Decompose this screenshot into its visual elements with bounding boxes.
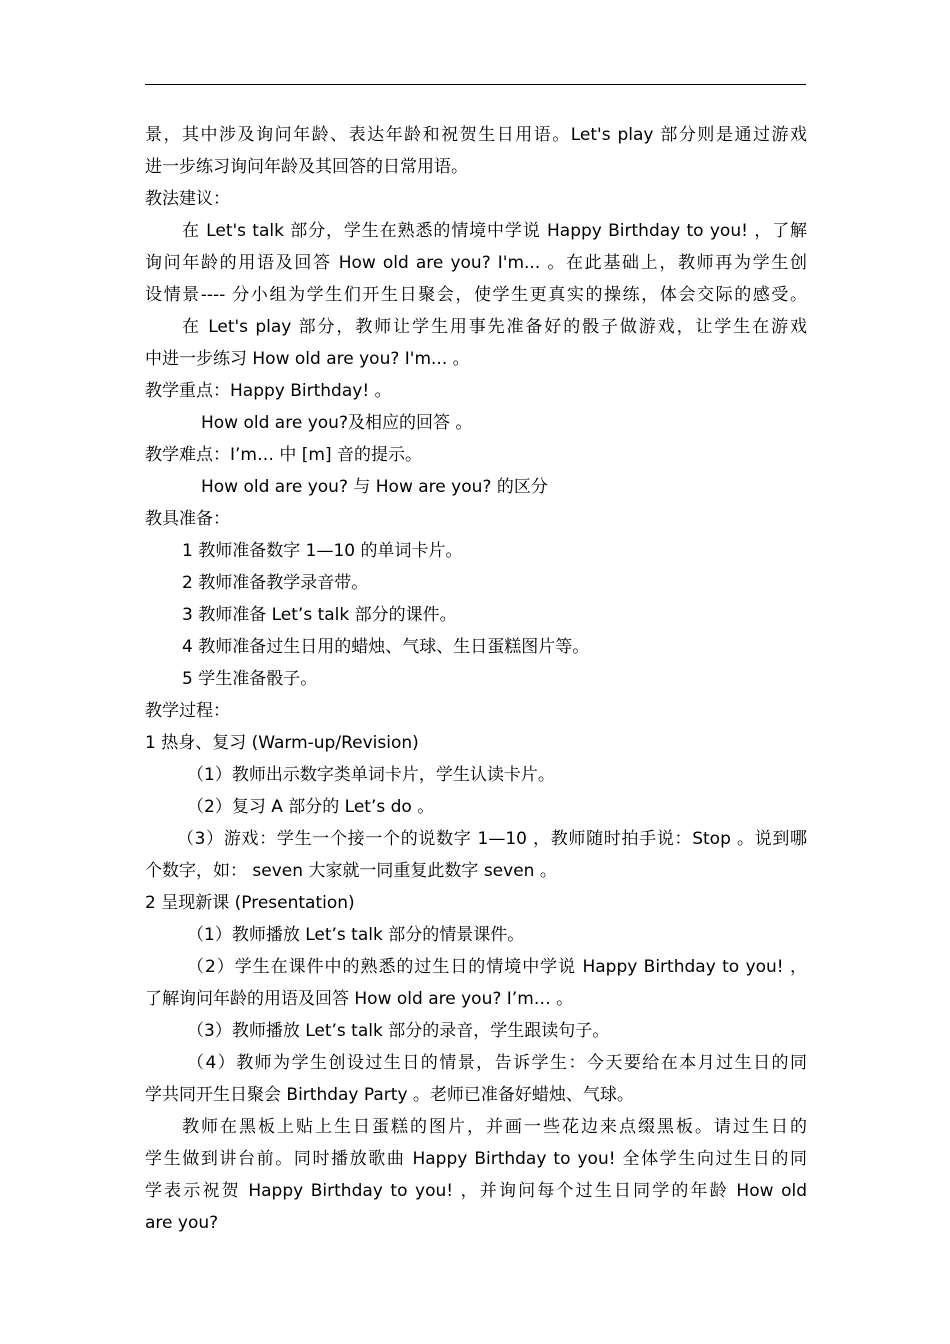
paragraph-line: 学表示祝贺 Happy Birthday to you! ，并询问每个过生日同学的年龄 How old — [145, 1181, 807, 1201]
paragraph-line: 设情景---- 分小组为学生们开生日聚会，使学生更真实的操练，体会交际的感受。 — [145, 285, 807, 305]
paragraph-line: How old are you? 与 How are you? 的区分 — [201, 477, 548, 497]
list-item: 2 教师准备教学录音带。 — [182, 573, 369, 593]
section-heading: 教学重点：Happy Birthday! 。 — [145, 381, 392, 401]
paragraph-line: 在 Let's play 部分，教师让学生用事先准备好的骰子做游戏，让学生在游戏 — [182, 317, 807, 337]
paragraph-line: 了解询问年龄的用语及回答 How old are you? I’m… 。 — [145, 989, 574, 1009]
list-item: （2）复习 A 部分的 Let’s do 。 — [187, 797, 435, 817]
paragraph-line: are you? — [145, 1213, 219, 1233]
paragraph-line: 学生做到讲台前。同时播放歌曲 Happy Birthday to you! 全体学生向过生日的同 — [145, 1149, 807, 1169]
paragraph-line: 在 Let's talk 部分，学生在熟悉的情境中学说 Happy Birthday to you! ，了解 — [182, 221, 807, 241]
paragraph-line: 景，其中涉及询问年龄、表达年龄和祝贺生日用语。Let's play 部分则是通过游戏 — [145, 125, 807, 145]
list-item: （3）游戏：学生一个接一个的说数字 1—10 ，教师随时拍手说：Stop 。说到哪 — [177, 829, 807, 849]
list-item: （1）教师播放 Let’s talk 部分的情景课件。 — [187, 925, 525, 945]
list-item: 5 学生准备骰子。 — [182, 669, 318, 689]
header-rule — [145, 84, 806, 85]
paragraph-line: 教师在黑板上贴上生日蛋糕的图片，并画一些花边来点缀黑板。请过生日的 — [182, 1117, 807, 1137]
section-heading: 教学过程： — [145, 701, 230, 721]
paragraph-line: 个数字，如： seven 大家就一同重复此数字 seven 。 — [145, 861, 557, 881]
paragraph-line: 询问年龄的用语及回答 How old are you? I'm... 。在此基础上，教师再为学生创 — [145, 253, 807, 273]
paragraph-line: 学共同开生日聚会 Birthday Party 。老师已准备好蜡烛、气球。 — [145, 1085, 634, 1105]
section-heading: 教学难点：I’m… 中 [m] 音的提示。 — [145, 445, 423, 465]
list-item: 4 教师准备过生日用的蜡烛、气球、生日蛋糕图片等。 — [182, 637, 590, 657]
list-item: 3 教师准备 Let’s talk 部分的课件。 — [182, 605, 457, 625]
list-item: 1 教师准备数字 1—10 的单词卡片。 — [182, 541, 463, 561]
step-heading: 1 热身、复习 (Warm-up/Revision) — [145, 733, 419, 753]
section-heading: 教具准备： — [145, 509, 230, 529]
list-item: （1）教师出示数字类单词卡片，学生认读卡片。 — [187, 765, 555, 785]
section-heading: 教法建议： — [145, 189, 230, 209]
paragraph-line: How old are you?及相应的回答 。 — [201, 413, 473, 433]
paragraph-line: 进一步练习询问年龄及其回答的日常用语。 — [145, 157, 468, 177]
step-heading: 2 呈现新课 (Presentation) — [145, 893, 355, 913]
document-body — [145, 119, 807, 1239]
list-item: （3）教师播放 Let’s talk 部分的录音，学生跟读句子。 — [187, 1021, 610, 1041]
list-item: （2）学生在课件中的熟悉的过生日的情境中学说 Happy Birthday to you! ， — [187, 957, 807, 977]
paragraph-line: 中进一步练习 How old are you? I'm... 。 — [145, 349, 470, 369]
list-item: （4）教师为学生创设过生日的情景，告诉学生：今天要给在本月过生日的同 — [187, 1053, 807, 1073]
